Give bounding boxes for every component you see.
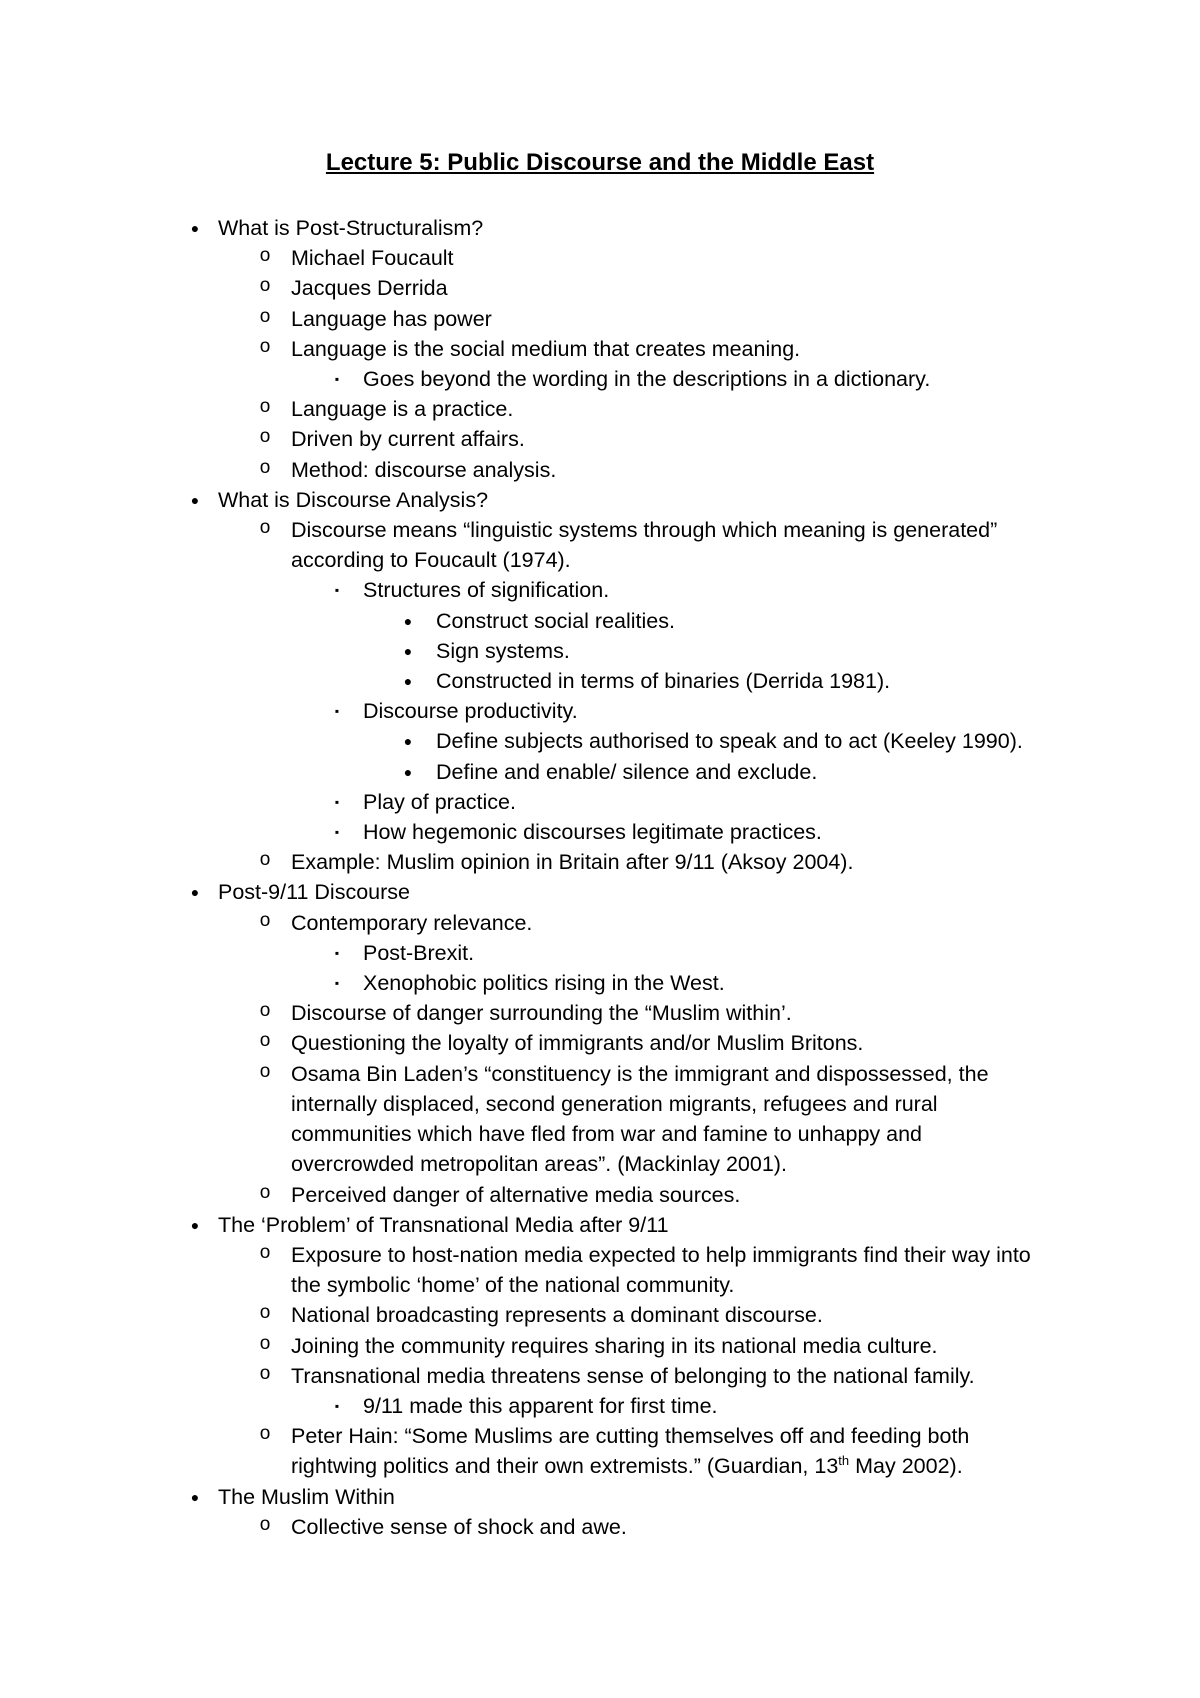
- outline-item-text: What is Post-Structuralism?: [218, 216, 484, 240]
- outline-item-text: Contemporary relevance.: [291, 910, 533, 935]
- bullet-marker-icon: ▪: [334, 825, 340, 840]
- outline-item-text: The ‘Problem’ of Transnational Media after 9/11: [218, 1212, 669, 1237]
- outline-item-level-2: [0, 575, 1200, 605]
- outline-item-text: Post-Brexit.: [363, 940, 475, 965]
- outline-item-level-2: [0, 787, 1200, 817]
- bullet-marker-icon: o: [259, 275, 271, 297]
- outline-item-level-1: [0, 1361, 1200, 1391]
- bullet-marker-icon: ●: [403, 673, 413, 690]
- outline-item-text: Method: discourse analysis.: [291, 457, 557, 482]
- outline-item-text: Transnational media threatens sense of belonging to the national family.: [291, 1363, 975, 1388]
- outline-item-text: The Muslim Within: [218, 1484, 395, 1509]
- outline-item-level-3: [0, 726, 1200, 756]
- outline-item-text: 9/11 made this apparent for first time.: [363, 1393, 718, 1418]
- bullet-marker-icon: ●: [403, 612, 413, 629]
- bullet-marker-icon: o: [259, 1513, 271, 1535]
- bullet-marker-icon: ●: [190, 1488, 200, 1505]
- outline-item-level-0: [0, 1482, 1200, 1512]
- outline-item-level-2: [0, 696, 1200, 726]
- outline-item-level-0: [0, 1210, 1200, 1240]
- outline-item-text: Constructed in terms of binaries (Derrida 1981).: [436, 669, 891, 694]
- bullet-marker-icon: ●: [403, 733, 413, 750]
- outline-item-text: Perceived danger of alternative media sources.: [291, 1182, 741, 1207]
- outline-item-level-1: [0, 1028, 1200, 1058]
- outline-item-text: Collective sense of shock and awe.: [291, 1514, 627, 1539]
- outline-item-level-3: [0, 757, 1200, 787]
- outline-item-level-3: [0, 636, 1200, 666]
- outline-item-text: Michael Foucault: [291, 246, 454, 271]
- bullet-marker-icon: ●: [190, 220, 200, 236]
- bullet-marker-icon: o: [259, 1302, 271, 1324]
- outline-item-text: Peter Hain: “Some Muslims are cutting themselves off and feeding both rightwing politics and their own extremists.” (Guardian, 13th May 2002).: [291, 1424, 970, 1479]
- outline-item-level-1: [0, 424, 1200, 454]
- bullet-marker-icon: o: [259, 1362, 271, 1384]
- bullet-marker-icon: o: [259, 1332, 271, 1354]
- bullet-marker-icon: ●: [403, 642, 413, 659]
- outline-item-level-1: [0, 455, 1200, 485]
- outline-item-level-1: [0, 998, 1200, 1028]
- outline-item-text: Post-9/11 Discourse: [218, 880, 410, 905]
- bullet-marker-icon: o: [259, 245, 271, 267]
- outline-item-text: Joining the community requires sharing in its national media culture.: [291, 1333, 938, 1358]
- outline-item-text: What is Discourse Analysis?: [218, 487, 489, 512]
- bullet-marker-icon: o: [259, 1060, 271, 1082]
- outline-item-text: Define subjects authorised to speak and to act (Keeley 1990).: [436, 729, 1023, 754]
- bullet-marker-icon: o: [259, 335, 271, 357]
- bullet-marker-icon: o: [259, 1000, 271, 1022]
- lecture-outline: [0, 213, 1200, 1542]
- outline-item-level-1: [0, 304, 1200, 334]
- outline-item-level-2: [0, 817, 1200, 847]
- outline-item-text: Goes beyond the wording in the descriptions in a dictionary.: [363, 367, 931, 392]
- outline-item-text: Discourse productivity.: [363, 699, 578, 724]
- outline-item-text: National broadcasting represents a dominant discourse.: [291, 1303, 823, 1328]
- outline-item-level-1: [0, 1331, 1200, 1361]
- outline-item-level-2: [0, 364, 1200, 394]
- outline-item-text: Language is the social medium that creates meaning.: [291, 336, 801, 361]
- bullet-marker-icon: o: [259, 1030, 271, 1052]
- outline-item-level-3: [0, 666, 1200, 696]
- superscript-text: th: [838, 1453, 850, 1469]
- outline-item-text: Language has power: [291, 306, 492, 331]
- outline-item-level-1: [0, 1512, 1200, 1542]
- outline-item-level-1: [0, 1300, 1200, 1330]
- outline-item-text: Structures of signification.: [363, 578, 610, 603]
- outline-item-text: Construct social realities.: [436, 608, 675, 633]
- outline-item-text: Questioning the loyalty of immigrants and/or Muslim Britons.: [291, 1031, 864, 1056]
- bullet-marker-icon: ●: [190, 884, 200, 901]
- outline-item-level-0: [0, 877, 1200, 907]
- outline-item-text: Define and enable/ silence and exclude.: [436, 759, 818, 784]
- bullet-marker-icon: o: [259, 909, 271, 931]
- bullet-marker-icon: ●: [403, 763, 413, 780]
- outline-item-text: Discourse of danger surrounding the “Muslim within’.: [291, 1001, 792, 1026]
- bullet-marker-icon: ●: [190, 1216, 200, 1233]
- bullet-marker-icon: o: [259, 305, 271, 327]
- bullet-marker-icon: ▪: [334, 1398, 340, 1413]
- outline-item-level-1: [0, 273, 1200, 303]
- outline-item-level-1: [0, 394, 1200, 424]
- outline-item-text: Jacques Derrida: [291, 276, 448, 301]
- outline-item-level-2: [0, 938, 1200, 968]
- page-title: Lecture 5: Public Discourse and the Middle East: [325, 149, 875, 176]
- outline-item-level-1: [0, 243, 1200, 273]
- outline-item-text: Xenophobic politics rising in the West.: [363, 971, 725, 996]
- outline-item-text: How hegemonic discourses legitimate practices.: [363, 820, 822, 845]
- outline-item-level-0: [0, 213, 1200, 243]
- bullet-marker-icon: o: [259, 1181, 271, 1203]
- outline-item-text: Discourse means “linguistic systems through which meaning is generated” according to Foucault (1974).: [291, 518, 998, 573]
- outline-item-level-1: [0, 1421, 1200, 1481]
- bullet-marker-icon: o: [259, 517, 271, 539]
- outline-item-level-1: [0, 515, 1200, 575]
- outline-item-text: Example: Muslim opinion in Britain after 9/11 (Aksoy 2004).: [291, 850, 854, 875]
- outline-item-level-1: [0, 1240, 1200, 1300]
- outline-item-level-1: [0, 334, 1200, 364]
- outline-item-level-0: [0, 485, 1200, 515]
- bullet-marker-icon: o: [259, 396, 271, 418]
- bullet-marker-icon: o: [259, 1423, 271, 1445]
- bullet-marker-icon: ●: [190, 491, 200, 508]
- bullet-marker-icon: o: [259, 456, 271, 478]
- outline-item-level-2: [0, 968, 1200, 998]
- bullet-marker-icon: ▪: [334, 372, 340, 387]
- bullet-marker-icon: o: [259, 849, 271, 871]
- outline-item-text: Driven by current affairs.: [291, 427, 525, 452]
- bullet-marker-icon: o: [259, 1241, 271, 1263]
- outline-item-text: Language is a practice.: [291, 397, 514, 422]
- outline-item-level-1: [0, 847, 1200, 877]
- bullet-marker-icon: ▪: [334, 945, 340, 960]
- outline-item-text: Exposure to host-nation media expected to help immigrants find their way into the symbolic ‘home’ of the national community.: [291, 1242, 1031, 1298]
- outline-item-level-1: [0, 1059, 1200, 1180]
- bullet-marker-icon: ▪: [334, 583, 340, 598]
- bullet-marker-icon: ▪: [334, 794, 340, 809]
- outline-item-text: Play of practice.: [363, 789, 516, 814]
- outline-item-level-2: [0, 1391, 1200, 1421]
- outline-item-text: Sign systems.: [436, 638, 570, 663]
- outline-item-text: Osama Bin Laden’s “constituency is the immigrant and dispossessed, the internally displaced, second generation migrants, refugees and rural communities which have fled from war and famine to unhappy and overcrowded metropolitan areas”. (Mackinlay 2001).: [291, 1061, 989, 1177]
- bullet-marker-icon: ▪: [334, 704, 340, 719]
- bullet-marker-icon: ▪: [334, 976, 340, 991]
- outline-item-level-3: [0, 606, 1200, 636]
- outline-item-level-1: [0, 1180, 1200, 1210]
- bullet-marker-icon: o: [259, 426, 271, 448]
- outline-item-level-1: [0, 908, 1200, 938]
